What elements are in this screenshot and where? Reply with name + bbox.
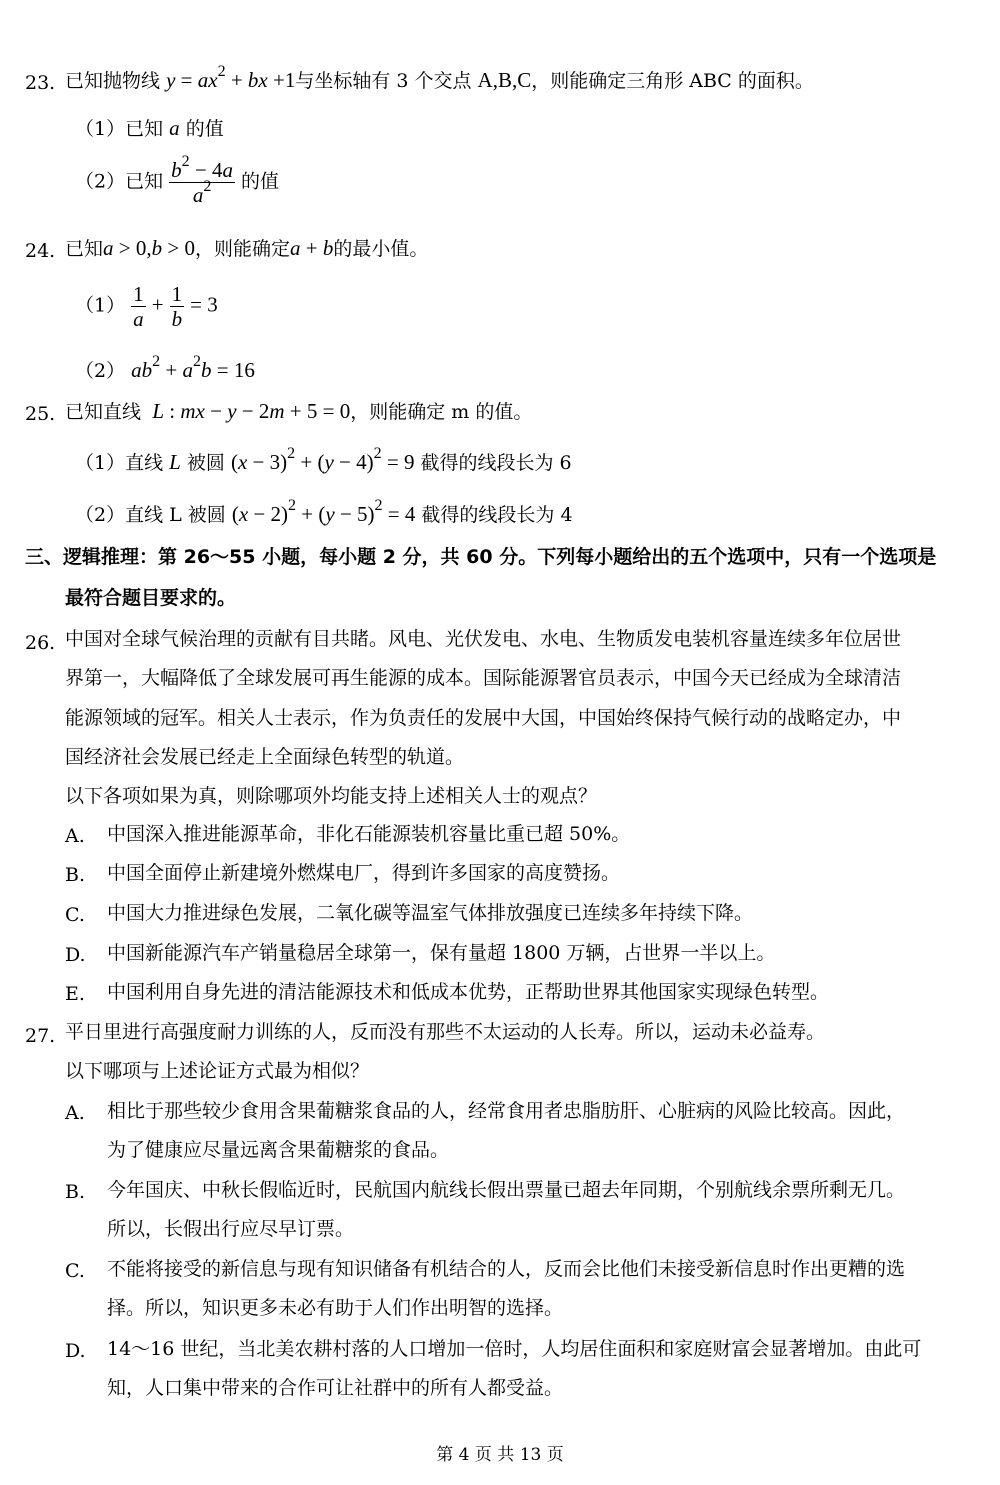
q23-parabola-formula: $y = ax^2$ + bx +1 (166, 63, 296, 92)
q27-option-c-cont: 择。所以，知识更多未必有助于人们作出明智的选择。 (107, 1297, 564, 1319)
q27-option-label: C. (65, 1260, 85, 1282)
q27-option-a: 相比于那些较少食用含果葡糖浆食品的人，经常食用者忠脂肪肝、心脏病的风险比较高。因此， (107, 1100, 906, 1122)
q26-stem-line: 界第一，大幅降低了全球发展可再生能源的成本。国际能源署官员表示，中国今天已经成为全球清洁 (65, 667, 902, 689)
q24-condition-formula: a > 0,b > 0 (103, 236, 195, 260)
q27-option-b: 今年国庆、中秋长假临近时，民航国内航线长假出票量已超去年同期，个别航线余票所剩无几。 (107, 1179, 906, 1201)
q26-option-a: 中国深入推进能源革命，非化石能源装机容量比重已超 50%。 (107, 823, 631, 845)
section-3-heading-cont: 最符合题目要求的。 (65, 587, 237, 609)
q26-question: 以下各项如果为真，则除哪项外均能支持上述相关人士的观点？ (65, 785, 598, 807)
q25-line-formula: L : mx − y − 2m + 5 = 0 (152, 399, 351, 423)
q23-stem: 已知抛物线 $y = ax^2$ + bx +1与坐标轴有 3 个交点 A,B,C，则能确定三角形 ABC 的面积。 (65, 63, 814, 92)
q27-stem: 平日里进行高强度耐力训练的人，反而没有那些不太运动的人长寿。所以，运动未必益寿。 (65, 1021, 826, 1043)
q26-option-b: 中国全面停止新建境外燃煤电厂，得到许多国家的高度赞扬。 (107, 862, 621, 884)
q25-condition-1: （1）直线 L 被圆 $(x - 3)^2 + (y - 4)^2 = 9$ 截得的线段长为 6 (75, 445, 572, 474)
q27-option-label: A. (65, 1102, 85, 1124)
section-3-heading: 三、逻辑推理：第 26～55 小题，每小题 2 分，共 60 分。下列每小题给出的五个选项中，只有一个选项是 (25, 546, 937, 568)
q27-option-label: D. (65, 1340, 86, 1362)
q27-option-d-cont: 知，人口集中带来的合作可让社群中的所有人都受益。 (107, 1377, 564, 1399)
q26-number: 26. (25, 632, 56, 654)
q24-number: 24. (25, 240, 56, 262)
q26-stem-line: 能源领域的冠军。相关人士表示，作为负责任的发展中大国，中国始终保持气候行动的战略定办，中 (65, 707, 902, 729)
q26-stem-line: 国经济社会发展已经走上全面绿色转型的轨道。 (65, 746, 465, 768)
q27-option-b-cont: 所以，长假出行应尽早订票。 (107, 1218, 355, 1240)
q27-option-c: 不能将接受的新信息与现有知识储备有机结合的人，反而会比他们未接受新信息时作出更糟的选 (107, 1258, 906, 1280)
q26-option-label: B. (65, 864, 86, 886)
page-number-footer: 第 4 页 共 13 页 (436, 1445, 564, 1465)
q23-number: 23. (25, 72, 56, 94)
q27-question: 以下哪项与上述论证方式最为相似？ (65, 1060, 370, 1082)
q23-condition-1: （1）已知 a 的值 (75, 116, 224, 140)
q26-option-label: D. (65, 944, 86, 966)
q26-option-e: 中国利用自身先进的清洁能源技术和低成本优势，正帮助世界其他国家实现绿色转型。 (107, 981, 830, 1003)
q26-option-label: C. (65, 904, 85, 926)
q27-number: 27. (25, 1025, 56, 1047)
q26-option-label: E. (65, 983, 85, 1005)
q23-condition-2: （2）已知 $\frac{b^2 - 4a}{a^2}$ 的值 (75, 153, 280, 208)
q27-option-label: B. (65, 1181, 86, 1203)
q26-option-c: 中国大力推进绿色发展，二氧化碳等温室气体排放强度已连续多年持续下降。 (107, 902, 754, 924)
q26-option-label: A. (65, 825, 85, 847)
q25-condition-2: （2）直线 L 被圆 $(x - 2)^2 + (y - 5)^2 = 4$ 截得的线段长为 4 (75, 497, 573, 526)
q24-condition-1: （1） $\frac{1}{a}$ + $\frac{1}{b}$ = 3 (75, 282, 218, 332)
q25-number: 25. (25, 403, 56, 425)
q26-option-d: 中国新能源汽车产销量稳居全球第一，保有量超 1800 万辆，占世界一半以上。 (107, 942, 776, 964)
q26-stem-line: 中国对全球气候治理的贡献有目共睹。风电、光伏发电、水电、生物质发电装机容量连续多年位居世 (65, 628, 902, 650)
q27-option-d: 14～16 世纪，当北美农耕村落的人口增加一倍时，人均居住面积和家庭财富会显著增加。由此可 (107, 1338, 922, 1360)
q27-option-a-cont: 为了健康应尽量远离含果葡糖浆的食品。 (107, 1139, 450, 1161)
q25-stem: 已知直线 L : mx − y − 2m + 5 = 0，则能确定 m 的值。 (65, 399, 533, 423)
q23-fraction: $\frac{b^2 - 4a}{a^2}$ (171, 153, 233, 208)
q24-stem: 已知a > 0,b > 0，则能确定a + b的最小值。 (65, 236, 429, 260)
q24-condition-2: （2） $ab^2 + a^2b = 16$ (75, 353, 255, 382)
